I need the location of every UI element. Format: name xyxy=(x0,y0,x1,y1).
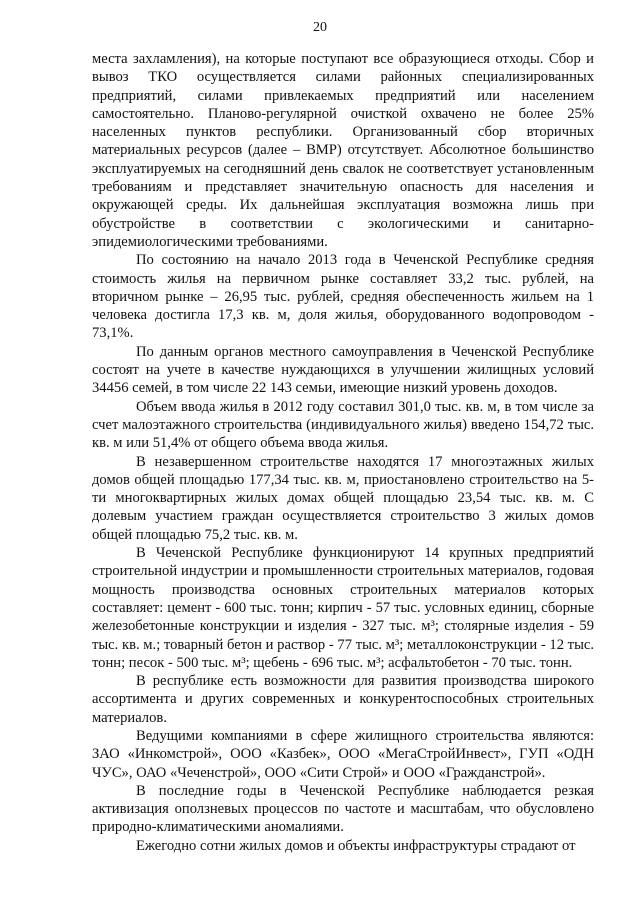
paragraph-building-materials-industry: В Чеченской Республике функционируют 14 крупных предприятий строительной индустрии и промышленности строительных материалов, годовая мощность производства основных строительных материалов которых составляет: цемент - 600 тыс. тонн; кирпич - 57 тыс. условных единиц, сборные железобетонные конструкции и изделия - 327 тыс. м³; столярные изделия - 59 тыс. кв. м.; товарный бетон и раствор - 77 тыс. м³; металлоконструкции - 12 тыс. тонн; песок - 500 тыс. м³; щебень - 696 тыс. м³; асфальтобетон - 70 тыс. тонн. xyxy=(92,545,594,671)
page-number: 20 xyxy=(313,20,327,35)
document-body xyxy=(92,50,594,855)
paragraph-housing-commissioning: Объем ввода жилья в 2012 году составил 301,0 тыс. кв. м, в том числе за счет малоэтажного строительства (индивидуального жилья) введено 154,72 тыс. кв. м или 51,4% от общего объема ввода жилья. xyxy=(92,398,594,452)
paragraph-landslide-processes: В последние годы в Чеченской Республике наблюдается резкая активизация оползневых процессов по частоте и масштабам, что обусловлено природно-климатическими аномалиями. xyxy=(92,782,594,836)
paragraph-housing-cost: По состоянию на начало 2013 года в Чеченской Республике средняя стоимость жилья на первичном рынке составляет 33,2 тыс. рублей, на вторичном рынке – 26,95 тыс. рублей, средняя обеспеченность жильем на 1 человека достигла 17,3 кв. м, доля жилья, оборудованного водопроводом - 73,1%. xyxy=(92,252,594,342)
paragraph-unfinished-construction: В незавершенном строительстве находятся 17 многоэтажных жилых домов общей площадью 177,34 тыс. кв. м, приостановлено строительство на 5-ти многоквартирных жилых домах общей площадью 23,54 тыс. кв. м. С долевым участием граждан осуществляется строительство 3 жилых домов общей площадью 75,2 тыс. кв. м. xyxy=(92,453,594,543)
paragraph-production-opportunities: В республике есть возможности для развития производства широкого ассортимента и других современных и конкурентоспособных строительных материалов. xyxy=(92,673,594,726)
paragraph-damaged-houses: Ежегодно сотни жилых домов и объекты инфраструктуры страдают от xyxy=(136,837,576,854)
paragraph-landfill-waste: места захламления), на которые поступают все образующиеся отходы. Сбор и вывоз ТКО осуществляется силами районных специализированных предприятий, силами привлекаемых предприятий или населением самостоятельно. Планово-регулярной очисткой охвачено не более 25% населенных пунктов республики. Организованный сбор вторичных материальных ресурсов (далее – ВМР) отсутствует. Абсолютное большинство эксплуатируемых на сегодняшний день свалок не соответствует установленным требованиям и представляет значительную опасность для населения и окружающей среды. Их дальнейшая эксплуатация возможна лишь при обустройстве в соответствии с экологическими и санитарно-эпидемиологическими требованиями. xyxy=(92,51,594,250)
paragraph-housing-queue: По данным органов местного самоуправления в Чеченской Республике состоят на учете в качестве нуждающихся в улучшении жилищных условий 34456 семей, в том числе 22 143 семьи, имеющие низкий уровень доходов. xyxy=(92,343,594,397)
paragraph-leading-companies: Ведущими компаниями в сфере жилищного строительства являются: ЗАО «Инкомстрой», ООО «Казбек», ООО «МегаСтройИнвест», ГУП «ОДН ЧУС», ОАО «Чеченстрой», ООО «Сити Строй» и ООО «Гражданстрой». xyxy=(92,727,594,781)
